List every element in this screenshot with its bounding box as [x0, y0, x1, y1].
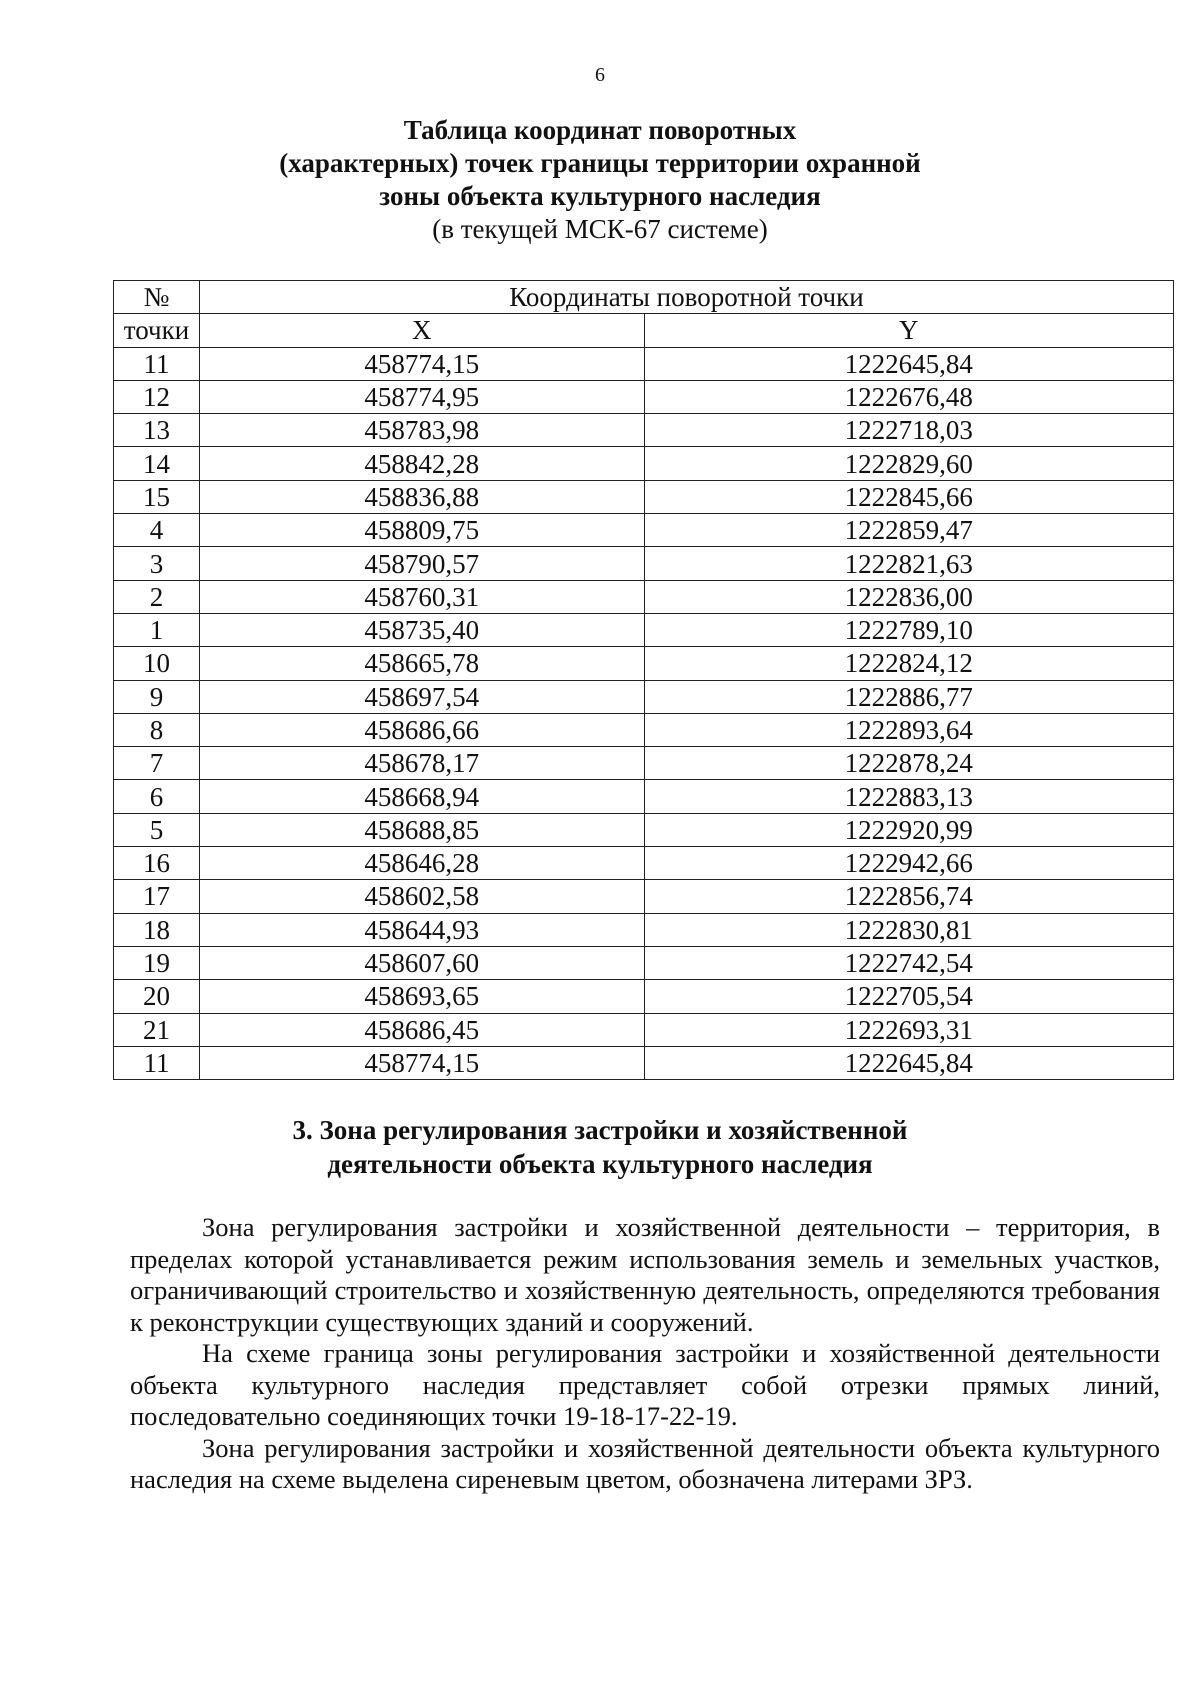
y-coordinate-cell: 1222789,10 [644, 613, 1173, 646]
point-number-cell: 7 [114, 747, 200, 780]
x-coordinate-cell: 458760,31 [199, 580, 644, 613]
x-coordinate-cell: 458735,40 [199, 613, 644, 646]
point-number-cell: 16 [114, 847, 200, 880]
table-row [114, 813, 1174, 846]
header-y: Y [644, 314, 1173, 347]
y-coordinate-cell: 1222893,64 [644, 713, 1173, 746]
table-title-line-1: Таблица координат поворотных [403, 115, 797, 145]
y-coordinate-cell: 1222693,31 [644, 1013, 1173, 1046]
y-coordinate-cell: 1222705,54 [644, 980, 1173, 1013]
x-coordinate-cell: 458774,15 [199, 347, 644, 380]
y-coordinate-cell: 1222920,99 [644, 813, 1173, 846]
table-row [114, 647, 1174, 680]
y-coordinate-cell: 1222824,12 [644, 647, 1173, 680]
coordinates-table-body [114, 347, 1174, 1080]
table-row [114, 980, 1174, 1013]
header-x: X [199, 314, 644, 347]
x-coordinate-cell: 458602,58 [199, 880, 644, 913]
table-row [114, 880, 1174, 913]
y-coordinate-cell: 1222856,74 [644, 880, 1173, 913]
x-coordinate-cell: 458686,66 [199, 713, 644, 746]
y-coordinate-cell: 1222886,77 [644, 680, 1173, 713]
header-num-symbol: № [114, 281, 200, 314]
table-row [114, 946, 1174, 979]
point-number-cell: 1 [114, 613, 200, 646]
y-coordinate-cell: 1222645,84 [644, 1046, 1173, 1079]
coordinates-table [113, 280, 1174, 1080]
table-row [114, 747, 1174, 780]
x-coordinate-cell: 458836,88 [199, 480, 644, 513]
x-coordinate-cell: 458783,98 [199, 414, 644, 447]
table-row [114, 680, 1174, 713]
table-title-line-2: (характерных) точек границы территории охранной [279, 148, 921, 178]
point-number-cell: 14 [114, 447, 200, 480]
x-coordinate-cell: 458668,94 [199, 780, 644, 813]
y-coordinate-cell: 1222645,84 [644, 347, 1173, 380]
point-number-cell: 3 [114, 547, 200, 580]
point-number-cell: 21 [114, 1013, 200, 1046]
point-number-cell: 15 [114, 480, 200, 513]
header-num-label: точки [114, 314, 200, 347]
point-number-cell: 20 [114, 980, 200, 1013]
table-row [114, 514, 1174, 547]
table-row [114, 847, 1174, 880]
y-coordinate-cell: 1222942,66 [644, 847, 1173, 880]
point-number-cell: 17 [114, 880, 200, 913]
x-coordinate-cell: 458693,65 [199, 980, 644, 1013]
x-coordinate-cell: 458686,45 [199, 1013, 644, 1046]
y-coordinate-cell: 1222859,47 [644, 514, 1173, 547]
y-coordinate-cell: 1222718,03 [644, 414, 1173, 447]
x-coordinate-cell: 458688,85 [199, 813, 644, 846]
point-number-cell: 4 [114, 514, 200, 547]
table-subtitle: (в текущей МСК-67 системе) [432, 214, 768, 244]
section-heading-line-2: деятельности объекта культурного наследия [327, 1149, 873, 1179]
section-body [130, 1212, 1160, 1496]
x-coordinate-cell: 458809,75 [199, 514, 644, 547]
point-number-cell: 10 [114, 647, 200, 680]
section-heading [200, 1113, 1000, 1181]
table-row [114, 380, 1174, 413]
table-row [114, 414, 1174, 447]
table-row [114, 780, 1174, 813]
y-coordinate-cell: 1222829,60 [644, 447, 1173, 480]
point-number-cell: 18 [114, 913, 200, 946]
paragraph-2: На схеме граница зоны регулирования застройки и хозяйственной деятельности объекта культурного наследия представляет собой отрезки прямых линий, последовательно соединяющих точки 19-18-17-22-19. [130, 1338, 1160, 1431]
x-coordinate-cell: 458774,15 [199, 1046, 644, 1079]
y-coordinate-cell: 1222883,13 [644, 780, 1173, 813]
table-row [114, 580, 1174, 613]
y-coordinate-cell: 1222836,00 [644, 580, 1173, 613]
x-coordinate-cell: 458607,60 [199, 946, 644, 979]
table-row [114, 547, 1174, 580]
point-number-cell: 5 [114, 813, 200, 846]
table-row [114, 713, 1174, 746]
y-coordinate-cell: 1222830,81 [644, 913, 1173, 946]
table-row [114, 1046, 1174, 1079]
x-coordinate-cell: 458697,54 [199, 680, 644, 713]
point-number-cell: 11 [114, 347, 200, 380]
y-coordinate-cell: 1222845,66 [644, 480, 1173, 513]
x-coordinate-cell: 458842,28 [199, 447, 644, 480]
table-row [114, 347, 1174, 380]
point-number-cell: 6 [114, 780, 200, 813]
point-number-cell: 9 [114, 680, 200, 713]
table-title [180, 114, 1020, 246]
x-coordinate-cell: 458665,78 [199, 647, 644, 680]
table-row [114, 613, 1174, 646]
y-coordinate-cell: 1222742,54 [644, 946, 1173, 979]
x-coordinate-cell: 458790,57 [199, 547, 644, 580]
table-row [114, 1013, 1174, 1046]
x-coordinate-cell: 458678,17 [199, 747, 644, 780]
point-number-cell: 11 [114, 1046, 200, 1079]
point-number-cell: 12 [114, 380, 200, 413]
point-number-cell: 2 [114, 580, 200, 613]
point-number-cell: 13 [114, 414, 200, 447]
section-heading-line-1: 3. Зона регулирования застройки и хозяйственной [292, 1115, 908, 1145]
table-row [114, 447, 1174, 480]
point-number-cell: 19 [114, 946, 200, 979]
y-coordinate-cell: 1222676,48 [644, 380, 1173, 413]
y-coordinate-cell: 1222821,63 [644, 547, 1173, 580]
y-coordinate-cell: 1222878,24 [644, 747, 1173, 780]
x-coordinate-cell: 458646,28 [199, 847, 644, 880]
point-number-cell: 8 [114, 713, 200, 746]
table-row [114, 913, 1174, 946]
table-row [114, 480, 1174, 513]
page-number: 6 [595, 64, 605, 86]
header-coordinates: Координаты поворотной точки [199, 281, 1173, 314]
table-title-line-3: зоны объекта культурного наследия [379, 181, 821, 211]
x-coordinate-cell: 458644,93 [199, 913, 644, 946]
x-coordinate-cell: 458774,95 [199, 380, 644, 413]
paragraph-1: Зона регулирования застройки и хозяйственной деятельности – территория, в пределах которой устанавливается режим использования земель и земельных участков, ограничивающий строительство и хозяйственную деятельность, определяются требования к реконструкции существующих зданий и сооружений. [130, 1212, 1160, 1337]
paragraph-3: Зона регулирования застройки и хозяйственной деятельности объекта культурного наследия на схеме выделена сиреневым цветом, обозначена литерами ЗРЗ. [130, 1432, 1160, 1494]
